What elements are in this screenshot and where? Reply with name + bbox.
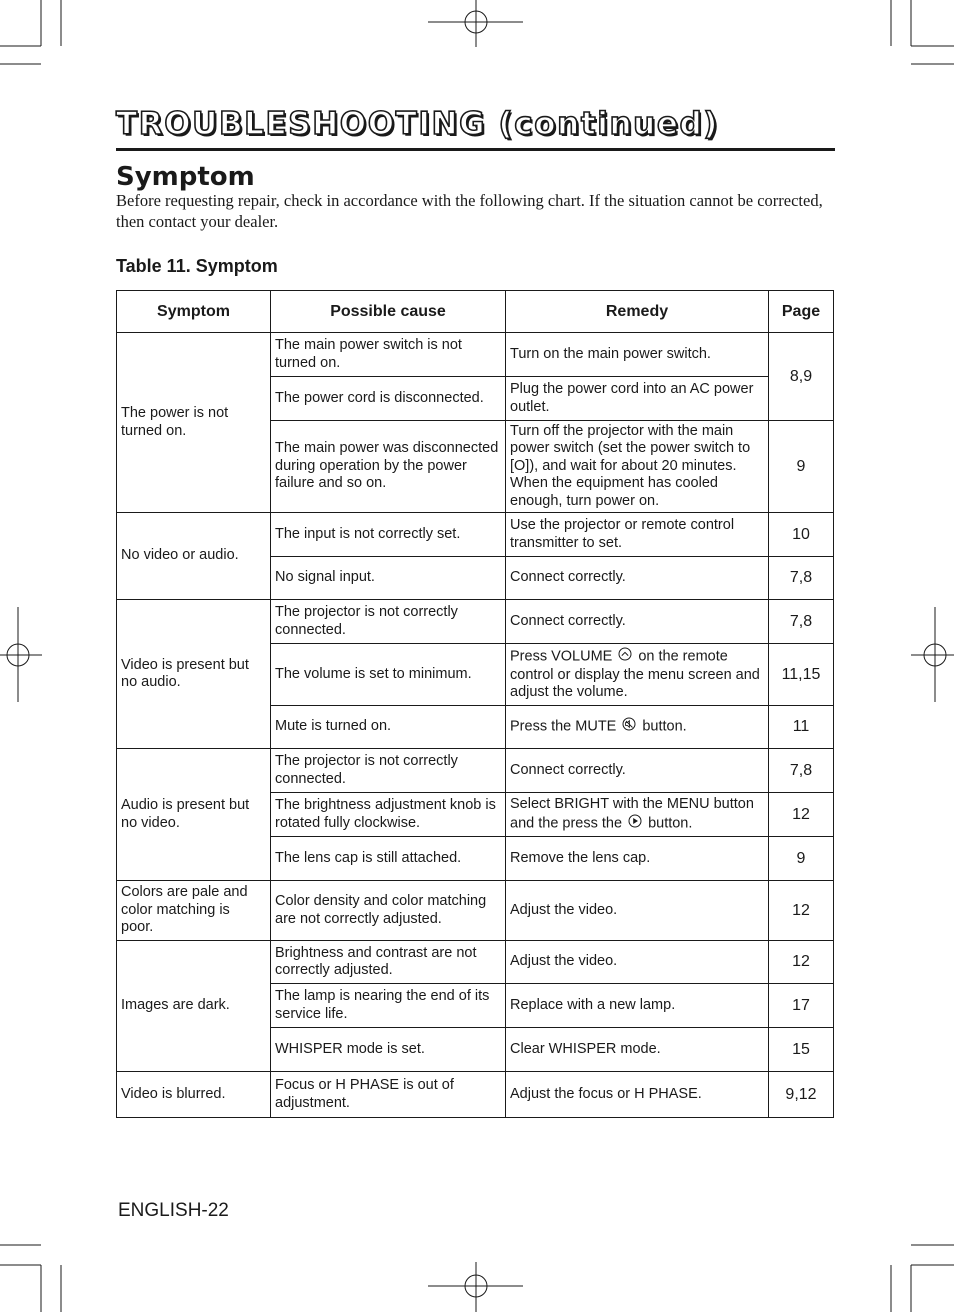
cause-cell: The power cord is disconnected. <box>271 377 506 421</box>
remedy-cell <box>506 644 769 706</box>
page-cell: 17 <box>769 984 834 1028</box>
symptom-cell: Video is present but no audio. <box>117 600 271 749</box>
page-cell: 12 <box>769 941 834 984</box>
page-cell: 11,15 <box>769 644 834 706</box>
remedy-cell: Clear WHISPER mode. <box>506 1028 769 1072</box>
cause-cell: The volume is set to minimum. <box>271 644 506 706</box>
remedy-text-after: on the remote control or display the menu screen and adjust the volume. <box>510 648 760 701</box>
cause-cell: The projector is not correctly connected. <box>271 600 506 644</box>
table-row <box>117 1072 834 1118</box>
remedy-text-after: button. <box>648 815 693 832</box>
cause-cell: The brightness adjustment knob is rotated fully clockwise. <box>271 793 506 837</box>
remedy-cell: Connect correctly. <box>506 600 769 644</box>
remedy-text-before: Press VOLUME <box>510 648 613 665</box>
page-cell: 7,8 <box>769 749 834 793</box>
column-header-page: Page <box>769 291 834 333</box>
cause-cell: The projector is not correctly connected. <box>271 749 506 793</box>
symptom-cell: Images are dark. <box>117 941 271 1072</box>
table-row <box>117 513 834 557</box>
cause-cell: Mute is turned on. <box>271 706 506 749</box>
intro-paragraph: Before requesting repair, check in accordance with the following chart. If the situation cannot be corrected, then contact your dealer. <box>116 191 823 231</box>
cause-cell: Brightness and contrast are not correctly adjusted. <box>271 941 506 984</box>
page-cell: 11 <box>769 706 834 749</box>
cause-cell: The main power switch is not turned on. <box>271 333 506 377</box>
remedy-text-before: Press the MUTE <box>510 718 617 735</box>
remedy-cell <box>506 793 769 837</box>
remedy-cell: Connect correctly. <box>506 749 769 793</box>
table-row <box>117 333 834 377</box>
page-cell: 9 <box>769 837 834 881</box>
page-cell: 10 <box>769 513 834 557</box>
remedy-cell: Use the projector or remote control transmitter to set. <box>506 513 769 557</box>
column-header-symptom: Symptom <box>117 291 271 333</box>
remedy-cell: Remove the lens cap. <box>506 837 769 881</box>
page-cell: 9,12 <box>769 1072 834 1118</box>
table-row <box>117 881 834 941</box>
page-cell: 9 <box>769 421 834 513</box>
remedy-cell: Adjust the focus or H PHASE. <box>506 1072 769 1118</box>
column-header-cause: Possible cause <box>271 291 506 333</box>
table-row <box>117 941 834 984</box>
page-cell: 12 <box>769 793 834 837</box>
remedy-cell: Replace with a new lamp. <box>506 984 769 1028</box>
page-number: ENGLISH-22 <box>118 1200 229 1221</box>
symptom-cell: No video or audio. <box>117 513 271 600</box>
cause-cell: No signal input. <box>271 557 506 600</box>
table-row <box>117 749 834 793</box>
mute-button-icon <box>622 717 636 737</box>
section-heading: Symptom <box>116 162 255 192</box>
title-underline <box>116 148 835 151</box>
remedy-cell <box>506 706 769 749</box>
remedy-text-before: Select BRIGHT with the MENU button and the press the <box>510 796 754 832</box>
cause-cell: The lamp is nearing the end of its service life. <box>271 984 506 1028</box>
table-row <box>117 600 834 644</box>
right-arrow-button-icon <box>628 814 642 834</box>
page-title: TROUBLESHOOTING (continued) <box>116 106 720 142</box>
page-cell: 8,9 <box>769 333 834 421</box>
volume-button-icon <box>618 647 632 667</box>
page-cell: 15 <box>769 1028 834 1072</box>
symptom-cell: Video is blurred. <box>117 1072 271 1118</box>
cause-cell: The input is not correctly set. <box>271 513 506 557</box>
page-cell: 7,8 <box>769 600 834 644</box>
cause-cell: WHISPER mode is set. <box>271 1028 506 1072</box>
table-caption: Table 11. Symptom <box>116 256 278 276</box>
symptom-table <box>116 290 834 1118</box>
page-cell: 12 <box>769 881 834 941</box>
remedy-cell: Adjust the video. <box>506 941 769 984</box>
cause-cell: The lens cap is still attached. <box>271 837 506 881</box>
remedy-cell: Adjust the video. <box>506 881 769 941</box>
remedy-cell: Turn on the main power switch. <box>506 333 769 377</box>
cause-cell: Color density and color matching are not correctly adjusted. <box>271 881 506 941</box>
remedy-text-after: button. <box>642 718 687 735</box>
cause-cell: The main power was disconnected during operation by the power failure and so on. <box>271 421 506 513</box>
cause-cell: Focus or H PHASE is out of adjustment. <box>271 1072 506 1118</box>
remedy-cell: Plug the power cord into an AC power outlet. <box>506 377 769 421</box>
symptom-cell: Audio is present but no video. <box>117 749 271 881</box>
column-header-remedy: Remedy <box>506 291 769 333</box>
remedy-cell: Connect correctly. <box>506 557 769 600</box>
remedy-cell: Turn off the projector with the main power switch (set the power switch to [O]), and wait for about 20 minutes. When the equipment has cooled enough, turn power on. <box>506 421 769 513</box>
table-header-row <box>117 291 834 333</box>
symptom-cell: The power is not turned on. <box>117 333 271 513</box>
symptom-cell: Colors are pale and color matching is poor. <box>117 881 271 941</box>
page-cell: 7,8 <box>769 557 834 600</box>
